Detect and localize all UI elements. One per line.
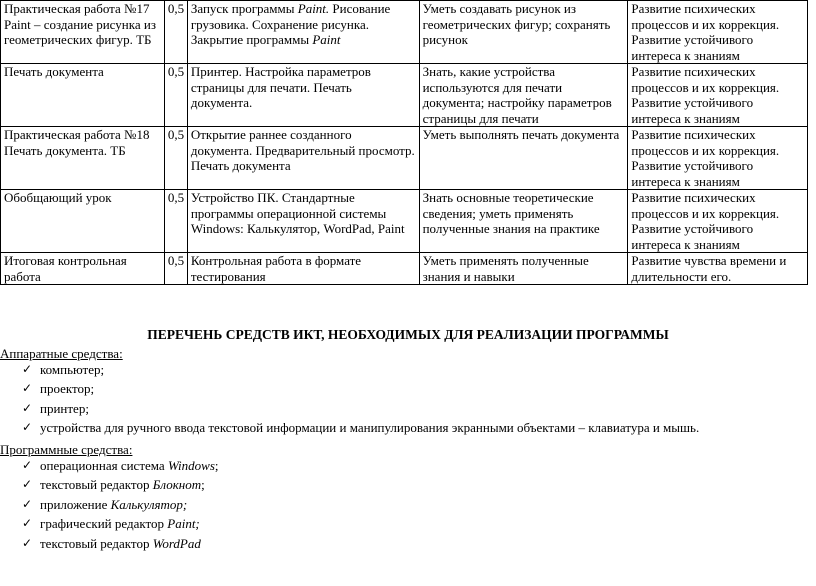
- checkmark-icon: ✓: [22, 457, 33, 472]
- hardware-title: Аппаратные средства:: [0, 346, 123, 361]
- content-cell: Устройство ПК. Стандартные программы операционной системы Windows: Калькулятор, WordPad, Paint: [187, 190, 419, 253]
- software-section: [0, 442, 219, 555]
- list-item: ✓ компьютер;: [22, 361, 105, 377]
- checkmark-icon: ✓: [22, 535, 33, 550]
- list-item: ✓ текстовый редактор Блокнот;: [22, 477, 205, 492]
- hours-cell: 0,5: [164, 64, 187, 127]
- hardware-section: [0, 346, 699, 440]
- content-cell: Открытие раннее созданного документа. Предварительный просмотр. Печать документа: [187, 127, 419, 190]
- skills-cell: Уметь создавать рисунок из геометрических фигур; сохранять рисунок: [419, 1, 628, 64]
- software-title: Программные средства:: [0, 442, 133, 457]
- table-row: [1, 64, 808, 127]
- hours-cell: 0,5: [164, 127, 187, 190]
- checkmark-icon: ✓: [22, 400, 33, 415]
- content-cell: Контрольная работа в формате тестирования: [187, 253, 419, 285]
- goals-cell: Развитие психических процессов и их коррекция. Развитие устойчивого интереса к знаниям: [628, 127, 808, 190]
- skills-cell: Уметь выполнять печать документа: [419, 127, 628, 190]
- hours-cell: 0,5: [164, 253, 187, 285]
- list-item: ✓ текстовый редактор WordPad: [22, 535, 201, 551]
- table-row: [1, 127, 808, 190]
- goals-cell: Развитие психических процессов и их коррекция. Развитие устойчивого интереса к знаниям: [628, 64, 808, 127]
- list-item: ✓ проектор;: [22, 381, 95, 396]
- checkmark-icon: ✓: [22, 361, 33, 376]
- table-row: [1, 253, 808, 285]
- list-item: ✓ графический редактор Paint;: [22, 516, 200, 531]
- skills-cell: Уметь применять полученные знания и навыки: [419, 253, 628, 285]
- content-cell: Запуск программы Paint. Рисование грузовика. Сохранение рисунка. Закрытие программы Paint: [187, 1, 419, 64]
- checkmark-icon: ✓: [22, 381, 33, 395]
- topic-cell: Практическая работа №17 Paint – создание рисунка из геометрических фигур. ТБ: [1, 1, 165, 64]
- checkmark-icon: ✓: [22, 420, 33, 434]
- content-cell: Принтер. Настройка параметров страницы для печати. Печать документа.: [187, 64, 419, 127]
- lesson-plan-table: [0, 0, 808, 285]
- goals-cell: Развитие психических процессов и их коррекция. Развитие устойчивого интереса к знаниям: [628, 1, 808, 64]
- list-item: ✓ приложение Калькулятор;: [22, 496, 188, 512]
- topic-cell: Обобщающий урок: [1, 190, 165, 253]
- goals-cell: Развитие чувства времени и длительности его.: [628, 253, 808, 285]
- hours-cell: 0,5: [164, 190, 187, 253]
- topic-cell: Итоговая контрольная работа: [1, 253, 165, 285]
- hours-cell: 0,5: [164, 1, 187, 64]
- topic-cell: Практическая работа №18 Печать документа. ТБ: [1, 127, 165, 190]
- skills-cell: Знать, какие устройства используются для печати документа; настройку параметров страницы для печати: [419, 64, 628, 127]
- topic-cell: Печать документа: [1, 64, 165, 127]
- table-row: [1, 190, 808, 253]
- checkmark-icon: ✓: [22, 516, 33, 530]
- list-item: ✓ принтер;: [22, 400, 89, 416]
- list-item: ✓ устройства для ручного ввода текстовой информации и манипулирования экранными объектами – клавиатура и мышь.: [22, 420, 700, 435]
- goals-cell: Развитие психических процессов и их коррекция. Развитие устойчивого интереса к знаниям: [628, 190, 808, 253]
- section-heading: ПЕРЕЧЕНЬ СРЕДСТВ ИКТ, НЕОБХОДИМЫХ ДЛЯ РЕАЛИЗАЦИИ ПРОГРАММЫ: [147, 327, 669, 342]
- checkmark-icon: ✓: [22, 477, 33, 491]
- checkmark-icon: ✓: [22, 496, 33, 511]
- list-item: ✓ операционная система Windows;: [22, 457, 219, 473]
- skills-cell: Знать основные теоретические сведения; уметь применять полученные знания на практике: [419, 190, 628, 253]
- table-row: [1, 1, 808, 64]
